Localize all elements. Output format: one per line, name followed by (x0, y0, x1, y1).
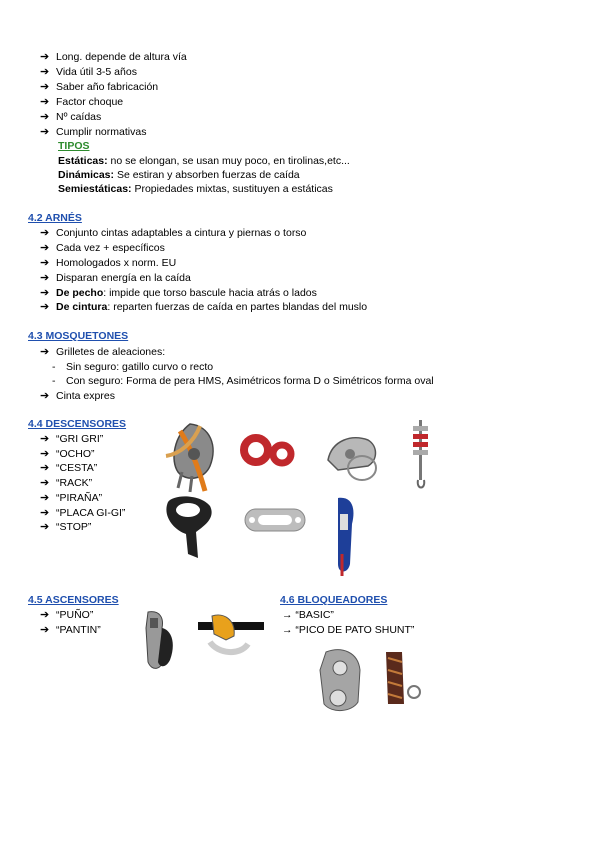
arrow-icon: ➔ (40, 126, 50, 138)
stop-image (330, 494, 358, 578)
tipo-estaticas: Estáticas: no se elongan, se usan muy poco, en tirolinas,etc... (58, 155, 350, 167)
descensor-item-4: ➔ “RACK” (40, 477, 93, 489)
heading-mosquetones: 4.3 MOSQUETONES (28, 330, 129, 342)
pirana-image (160, 492, 218, 564)
descensor-item-1: ➔ “GRI GRI” (40, 433, 104, 445)
arrow-icon: ➔ (40, 227, 50, 239)
arrow-icon: ➔ (40, 462, 50, 474)
cuerda-item-6: ➔ Cumplir normativas (40, 126, 147, 138)
placa-gigi-image (242, 505, 308, 535)
arrow-icon: ➔ (40, 287, 50, 299)
arrow-icon: ➔ (40, 492, 50, 504)
descensor-item-5: ➔ “PIRAÑA” (40, 492, 103, 504)
arrow-icon: ➔ (40, 609, 50, 621)
descensor-item-3: ➔ “CESTA” (40, 462, 98, 474)
tipos-label: TIPOS (58, 140, 90, 152)
heading-descensores: 4.4 DESCENSORES (28, 418, 127, 430)
cuerda-item-3: ➔ Saber año fabricación (40, 81, 159, 93)
mosquetones-item-1: ➔ Grilletes de aleaciones: (40, 346, 166, 358)
descensor-item-6: ➔ “PLACA GI-GI” (40, 507, 126, 519)
shunt-image (378, 648, 424, 710)
arnes-item-3: ➔ Homologados x norm. EU (40, 257, 177, 269)
heading-ascensores: 4.5 ASCENSORES (28, 594, 119, 606)
arnes-item-2: ➔ Cada vez + específicos (40, 242, 165, 254)
descensor-item-2: ➔ “OCHO” (40, 448, 95, 460)
arrow-icon: ➔ (40, 51, 50, 63)
arrow-icon: ➔ (40, 96, 50, 108)
pantin-image (196, 610, 266, 662)
mosquetones-subitem-1: - Sin seguro: gatillo curvo o recto (52, 361, 214, 373)
mosquetones-item-2: ➔ Cinta expres (40, 390, 115, 402)
puno-image (138, 608, 180, 676)
arnes-item-4: ➔ Disparan energía en la caída (40, 272, 191, 284)
cuerda-item-4: ➔ Factor choque (40, 96, 124, 108)
bloqueador-item-2: → “PICO DE PATO SHUNT” (282, 624, 415, 636)
ascensor-item-2: ➔ “PANTIN” (40, 624, 101, 636)
basic-image (312, 646, 368, 716)
arrow-icon: ➔ (40, 66, 50, 78)
arnes-item-5: ➔ De pecho: impide que torso bascule hacia atrás o lados (40, 287, 317, 299)
mosquetones-subitem-2: - Con seguro: Forma de pera HMS, Asimétricos forma D o Simétricos forma oval (52, 375, 434, 387)
arrow-icon: ➔ (40, 433, 50, 445)
descensor-item-7: ➔ “STOP” (40, 521, 92, 533)
arrow-icon: ➔ (40, 346, 50, 358)
rack-image (410, 418, 432, 494)
arrow-icon: ➔ (40, 272, 50, 284)
bloqueador-item-1: → “BASIC” (282, 609, 334, 621)
cuerda-item-5: ➔ Nº caídas (40, 111, 102, 123)
tipo-semiestaticas: Semiestáticas: Propiedades mixtas, sustituyen a estáticas (58, 183, 333, 195)
small-arrow-icon: → (282, 609, 296, 621)
ocho-image (238, 428, 298, 478)
ascensor-item-1: ➔ “PUÑO” (40, 609, 94, 621)
arrow-icon: ➔ (40, 507, 50, 519)
arrow-icon: ➔ (40, 257, 50, 269)
arrow-icon: ➔ (40, 301, 50, 313)
cuerda-item-1: ➔ Long. depende de altura vía (40, 51, 187, 63)
arrow-icon: ➔ (40, 624, 50, 636)
arrow-icon: ➔ (40, 242, 50, 254)
arnes-item-1: ➔ Conjunto cintas adaptables a cintura y piernas o torso (40, 227, 307, 239)
arrow-icon: ➔ (40, 477, 50, 489)
arrow-icon: ➔ (40, 521, 50, 533)
dash-icon: - (52, 375, 56, 387)
arrow-icon: ➔ (40, 81, 50, 93)
arrow-icon: ➔ (40, 390, 50, 402)
cesta-image (322, 430, 382, 485)
heading-bloqueadores: 4.6 BLOQUEADORES (280, 594, 388, 606)
grigri-image (160, 416, 225, 494)
small-arrow-icon: → (282, 624, 296, 636)
dash-icon: - (52, 361, 56, 373)
arnes-item-6: ➔ De cintura: reparten fuerzas de caída en partes blandas del muslo (40, 301, 368, 313)
arrow-icon: ➔ (40, 448, 50, 460)
heading-arnes: 4.2 ARNÉS (28, 212, 82, 224)
arrow-icon: ➔ (40, 111, 50, 123)
cuerda-item-2: ➔ Vida útil 3-5 años (40, 66, 137, 78)
tipo-dinamicas: Dinámicas: Se estiran y absorben fuerzas de caída (58, 169, 300, 181)
